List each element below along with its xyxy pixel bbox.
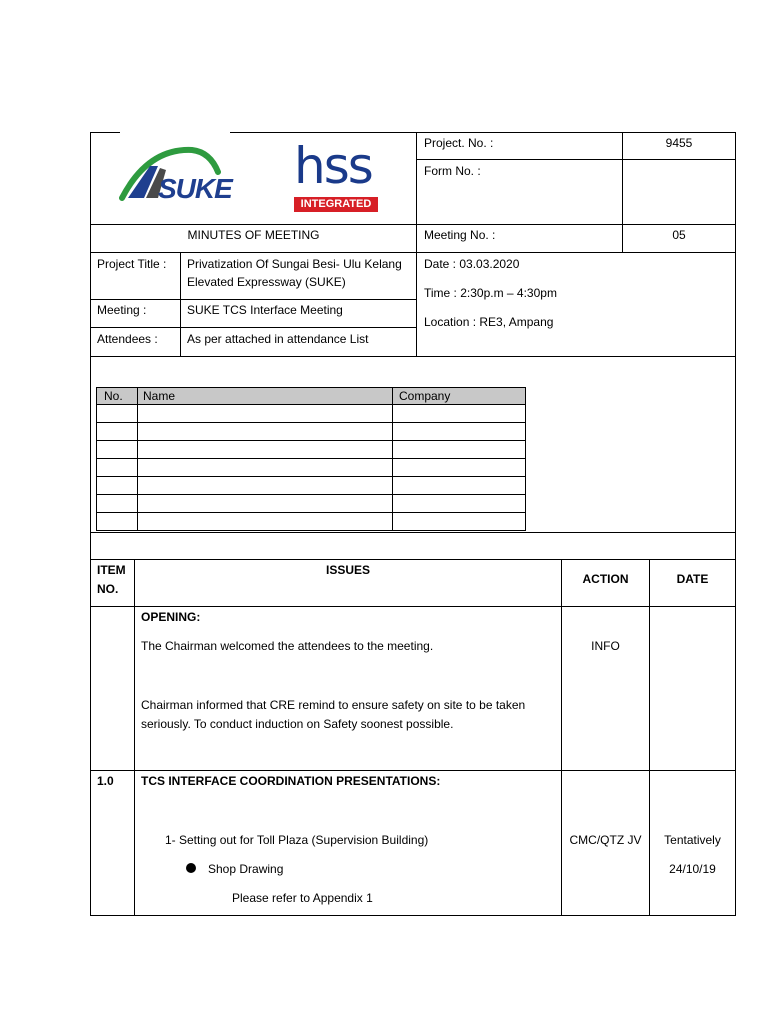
form-no-label: Form No. :	[424, 164, 481, 178]
border-top-right	[230, 132, 736, 133]
header-action: ACTION	[582, 572, 629, 586]
attendance-col-no: No.	[104, 389, 123, 403]
row-line-10	[90, 770, 736, 771]
row-line-7	[90, 532, 736, 533]
meeting-date: Date : 03.03.2020	[424, 257, 520, 271]
att-line-3	[96, 440, 526, 441]
header-divider	[416, 132, 417, 357]
row-line-4	[90, 299, 417, 300]
row-line-3	[90, 252, 736, 253]
project-title-line2: Elevated Expressway (SUKE)	[187, 275, 346, 289]
meeting-time: Time : 2:30p.m – 4:30pm	[424, 286, 557, 300]
hss-integrated-badge: INTEGRATED	[294, 197, 378, 212]
attendees-value: As per attached in attendance List	[187, 332, 369, 346]
att-line-2	[96, 422, 526, 423]
section1-note: Please refer to Appendix 1	[232, 891, 373, 905]
att-vline-0	[96, 387, 97, 531]
section1-bullet-text: Shop Drawing	[208, 862, 284, 876]
section1-action: CMC/QTZ JV	[569, 833, 642, 847]
att-line-0	[96, 387, 526, 388]
project-title-label: Project Title :	[97, 257, 167, 271]
opening-action: INFO	[591, 639, 620, 653]
border-right	[735, 132, 736, 916]
document-title: MINUTES OF MEETING	[187, 228, 320, 242]
att-line-4	[96, 458, 526, 459]
border-top-left	[90, 132, 120, 133]
border-left	[90, 132, 91, 916]
hss-text: hss	[294, 137, 372, 195]
row-line-1	[416, 159, 736, 160]
row-line-9	[90, 606, 736, 607]
att-line-1	[96, 404, 526, 405]
att-line-8	[96, 530, 526, 531]
section1-date-line2: 24/10/19	[669, 862, 716, 876]
project-title-line1: Privatization Of Sungai Besi- Ulu Kelang	[187, 257, 402, 271]
item-col-divider	[134, 559, 135, 916]
attendees-label: Attendees :	[97, 332, 158, 346]
section1-date-line1: Tentatively	[664, 833, 721, 847]
header-date: DATE	[676, 572, 709, 586]
header-item-line1: ITEM	[97, 563, 126, 577]
attendance-col-name: Name	[143, 389, 176, 403]
meeting-label: Meeting :	[97, 303, 147, 317]
project-no-label: Project. No. :	[424, 136, 494, 150]
row-line-5	[90, 327, 417, 328]
opening-text2-line2: seriously. To conduct induction on Safety soonest possible.	[141, 717, 454, 731]
opening-text1: The Chairman welcomed the attendees to the meeting.	[141, 639, 434, 653]
att-vline-1	[137, 387, 138, 531]
meeting-value: SUKE TCS Interface Meeting	[187, 303, 343, 317]
bullet-icon	[186, 863, 196, 873]
row-line-8	[90, 559, 736, 560]
meeting-no-label: Meeting No. :	[424, 228, 496, 242]
att-line-6	[96, 494, 526, 495]
hss-logo	[292, 138, 382, 216]
section1-sub-item: 1- Setting out for Toll Plaza (Supervision Building)	[165, 833, 429, 847]
suke-logo	[118, 140, 238, 210]
section1-item-no: 1.0	[97, 774, 114, 788]
row-line-2	[90, 224, 736, 225]
meeting-no-value: 05	[672, 228, 686, 242]
label-divider	[180, 252, 181, 357]
suke-text: SUKE	[158, 173, 232, 204]
row-line-6	[90, 356, 736, 357]
opening-heading: OPENING:	[141, 610, 201, 624]
header-item-line2: NO.	[97, 582, 119, 596]
att-line-5	[96, 476, 526, 477]
action-col-divider	[561, 559, 562, 916]
attendance-col-company: Company	[399, 389, 451, 403]
border-bottom	[90, 915, 736, 916]
opening-text2-line1: Chairman informed that CRE remind to ensure safety on site to be taken	[141, 698, 526, 712]
project-no-value: 9455	[665, 136, 693, 150]
att-line-7	[96, 512, 526, 513]
header-issues: ISSUES	[325, 563, 370, 577]
section1-heading: TCS INTERFACE COORDINATION PRESENTATIONS:	[141, 774, 441, 788]
att-vline-3	[525, 387, 526, 531]
meeting-location: Location : RE3, Ampang	[424, 315, 554, 329]
att-vline-2	[392, 387, 393, 531]
